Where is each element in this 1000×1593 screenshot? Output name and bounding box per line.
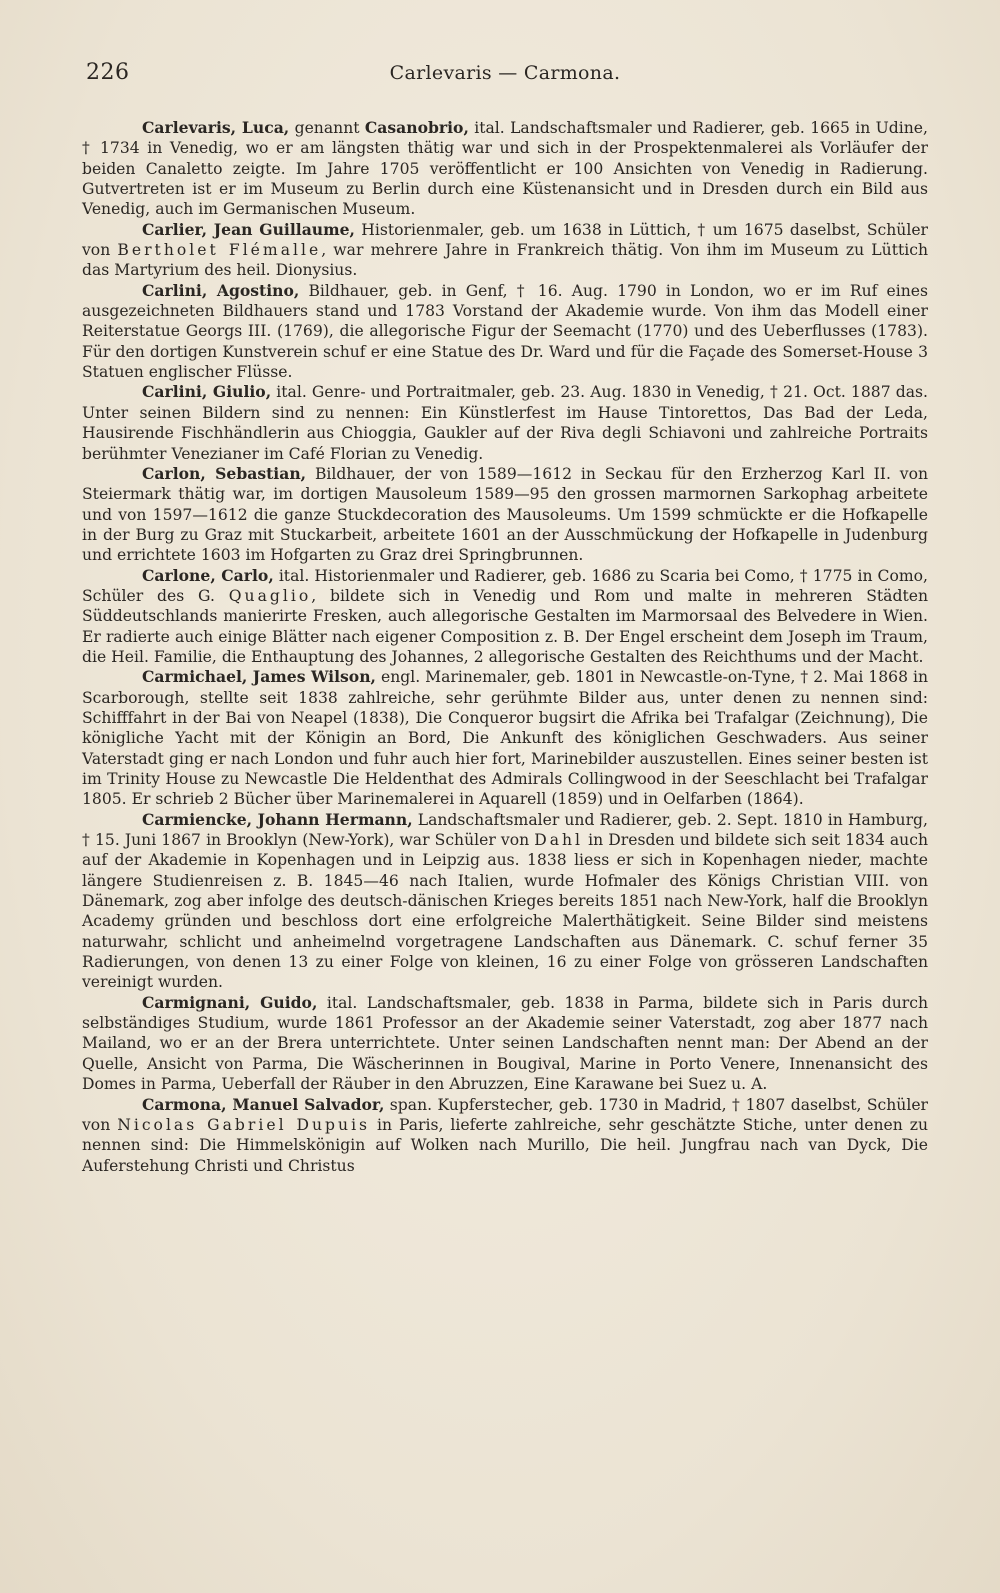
entry-text: in Dresden und bildete sich seit 1834 auch auf der Akademie in Kopenhagen und in Leipzig aus. 1838 liess er sich in Kopenhagen nieder, machte längere Studienreisen z. B. 1845—46 nach Italien, wurde Hofmaler des Königs Christian VIII. von Dänemark, zog aber infolge des deutsch-dänischen Krieges bereits 1851 nach New-York, half die Brooklyn Academy gründen und beschloss dort eine erfolgreiche Malerthätigkeit. Seine Bilder sind meistens naturwahr, schlicht und anheimelnd vorgetragene Landschaften aus Dänemark. C. schuf ferner 35 Radierungen, von denen 13 zu einer Folge von kleinen, 16 zu einer Folge von grösseren Landschaften vereinigt wurden. <box>82 831 928 992</box>
dictionary-entry <box>82 667 928 809</box>
entry-text: ital. Genre- und Portraitmaler, geb. 23. Aug. 1830 in Venedig, † 21. Oct. 1887 das. Unter seinen Bildern sind zu nennen: Ein Künstlerfest im Hause Tintorettos, Das Bad der Leda, Hausirende Fischhändlerin aus Chioggia, Gaukler auf der Riva degli Schiavoni und zahlreiche Portraits berühmter Venezianer im Café Florian zu Venedig. <box>82 383 928 463</box>
entry-name: Carmona, Manuel Salvador, <box>142 1094 385 1114</box>
entry-teacher: Dahl <box>534 831 584 850</box>
page-number: 226 <box>86 60 130 85</box>
dictionary-entry <box>82 1095 928 1176</box>
dictionary-entries <box>82 118 928 1176</box>
entry-alias: Casanobrio, <box>364 118 469 137</box>
dictionary-entry <box>82 993 928 1095</box>
entry-teacher: Bertholet Flémalle <box>117 241 322 260</box>
entry-teacher: Quaglio <box>228 586 312 605</box>
entry-text: , bildete sich in Venedig und Rom und malte in mehreren Städten Süddeutschlands manierirte Fresken, auch allegorische Gestalten im Marmorsaal des Belvedere in Wien. Er radierte auch einige Blätter nach eigener Composition z. B. Der Engel erscheint dem Joseph im Traum, die Heil. Familie, die Enthauptung des Johannes, 2 allegorische Gestalten des Reichthums und der Macht. <box>82 586 928 666</box>
dictionary-entry <box>82 810 928 993</box>
entry-text: ital. Historienmaler und Radierer, geb. 1686 zu Scaria bei Como, † 1775 in Como, Schüler des G. <box>82 566 928 605</box>
entry-text: ital. Landschaftsmaler und Radierer, geb. 1665 in Udine, † 1734 in Venedig, wo er am längsten thätig war und sich in der Prospektenmalerei als Vorläufer der beiden Canaletto zeigte. Im Jahre 1705 veröffentlicht er 100 Ansichten von Venedig in Radierung. Gutvertreten ist er im Museum zu Berlin durch eine Küstenansicht und in Dresden durch ein Bild aus Venedig, auch im Germanischen Museum. <box>82 119 928 219</box>
entry-text: in Paris, lieferte zahlreiche, sehr geschätzte Stiche, unter denen zu nennen sind: Die Himmelskönigin auf Wolken nach Murillo, Die heil. Jungfrau nach van Dyck, Die Auferstehung Christi und Christus <box>82 1115 928 1175</box>
running-head: Carlevaris — Carmona. <box>389 62 621 84</box>
entry-name: Carlier, Jean Guillaume, <box>142 219 355 239</box>
dictionary-entry <box>82 382 928 463</box>
entry-text: ital. Landschaftsmaler, geb. 1838 in Parma, bildete sich in Paris durch selbständiges Studium, wurde 1861 Professor an der Akademie seiner Vaterstadt, zog aber 1877 nach Mailand, wo er an der Brera unterrichtete. Unter seinen Landschaften nennt man: Der Abend an der Quelle, Ansicht von Parma, Die Wäscherinnen in Bougival, Marine in Porto Venere, Innenansicht des Domes in Parma, Ueberfall der Räuber in den Abruzzen, Eine Karawane bei Suez u. A. <box>82 993 928 1094</box>
dictionary-entry <box>82 220 928 281</box>
dictionary-entry <box>82 566 928 668</box>
entry-name: Carlon, Sebastian, <box>142 463 307 483</box>
entry-text: genannt <box>289 119 365 137</box>
entry-text: Historienmaler, geb. um 1638 in Lüttich, † um 1675 daselbst, Schüler von <box>82 220 929 260</box>
entry-name: Carmiencke, Johann Hermann, <box>142 809 413 829</box>
entry-name: Carmichael, James Wilson, <box>142 667 376 687</box>
entry-text: engl. Marinemaler, geb. 1801 in Newcastle-on-Tyne, † 2. Mai 1868 in Scarborough, stellte seit 1838 zahlreiche, sehr gerühmte Bilder aus, unter denen zu nennen sind: Schifffahrt in der Bai von Neapel (1838), Die Conqueror bugsirt die Afrika bei Trafalgar (Zeichnung), Die königliche Yacht mit der Königin an Bord, Die Ankunft des königlichen Geschwaders. Aus seiner Vaterstadt ging er nach London und fuhr auch hier fort, Marinebilder auszustellen. Eines seiner besten ist im Trinity House zu Newcastle Die Heldenthat des Admirals Collingwood in der Seeschlacht bei Trafalgar 1805. Er schrieb 2 Bücher über Marinemalerei in Aquarell (1859) und in Oelfarben (1864). <box>82 668 928 809</box>
entry-text: Bildhauer, der von 1589—1612 in Seckau für den Erzherzog Karl II. von Steiermark thätig war, im dortigen Mausoleum 1589—95 den grossen marmornen Sarkophag arbeitete und von 1597—1612 die ganze Stuckdecoration des Mausoleums. Um 1599 schmückte er die Hofkapelle in der Burg zu Graz mit Stuckarbeit, arbeitete 1601 an der Ausschmückung der Hofkapelle in Judenburg und errichtete 1603 im Hofgarten zu Graz drei Springbrunnen. <box>82 464 928 565</box>
dictionary-entry <box>82 464 928 566</box>
entry-text: Bildhauer, geb. in Genf, † 16. Aug. 1790 in London, wo er im Ruf eines ausgezeichneten Bildhauers stand und 1783 Vorstand der Akademie wurde. Von ihm das Modell einer Reiterstatue Georgs III. (1769), die allegorische Figur der Seemacht (1770) und des Ueberflusses (1783). Für den dortigen Kunstverein schuf er eine Statue des Dr. Ward und für die Façade des Somerset-House 3 Statuen englischer Flüsse. <box>82 281 928 382</box>
entry-name: Carlone, Carlo, <box>142 565 274 585</box>
entry-name: Carlini, Giulio, <box>142 382 272 402</box>
dictionary-entry <box>82 118 928 220</box>
page-header <box>86 60 924 92</box>
entry-name: Carmignani, Guido, <box>142 992 318 1012</box>
entry-text: , war mehrere Jahre in Frankreich thätig. Von ihm im Museum zu Lüttich das Martyrium des heil. Dionysius. <box>82 241 928 280</box>
entry-text: span. Kupferstecher, geb. 1730 in Madrid, † 1807 daselbst, Schüler von <box>82 1095 928 1134</box>
entry-text: Landschaftsmaler und Radierer, geb. 2. Sept. 1810 in Hamburg, † 15. Juni 1867 in Brooklyn (New-York), war Schüler von <box>82 810 928 850</box>
entry-name: Carlevaris, Luca, <box>142 118 290 137</box>
dictionary-entry <box>82 281 928 383</box>
entry-teacher: Nicolas Gabriel Dupuis <box>117 1115 371 1134</box>
entry-name: Carlini, Agostino, <box>142 280 300 300</box>
